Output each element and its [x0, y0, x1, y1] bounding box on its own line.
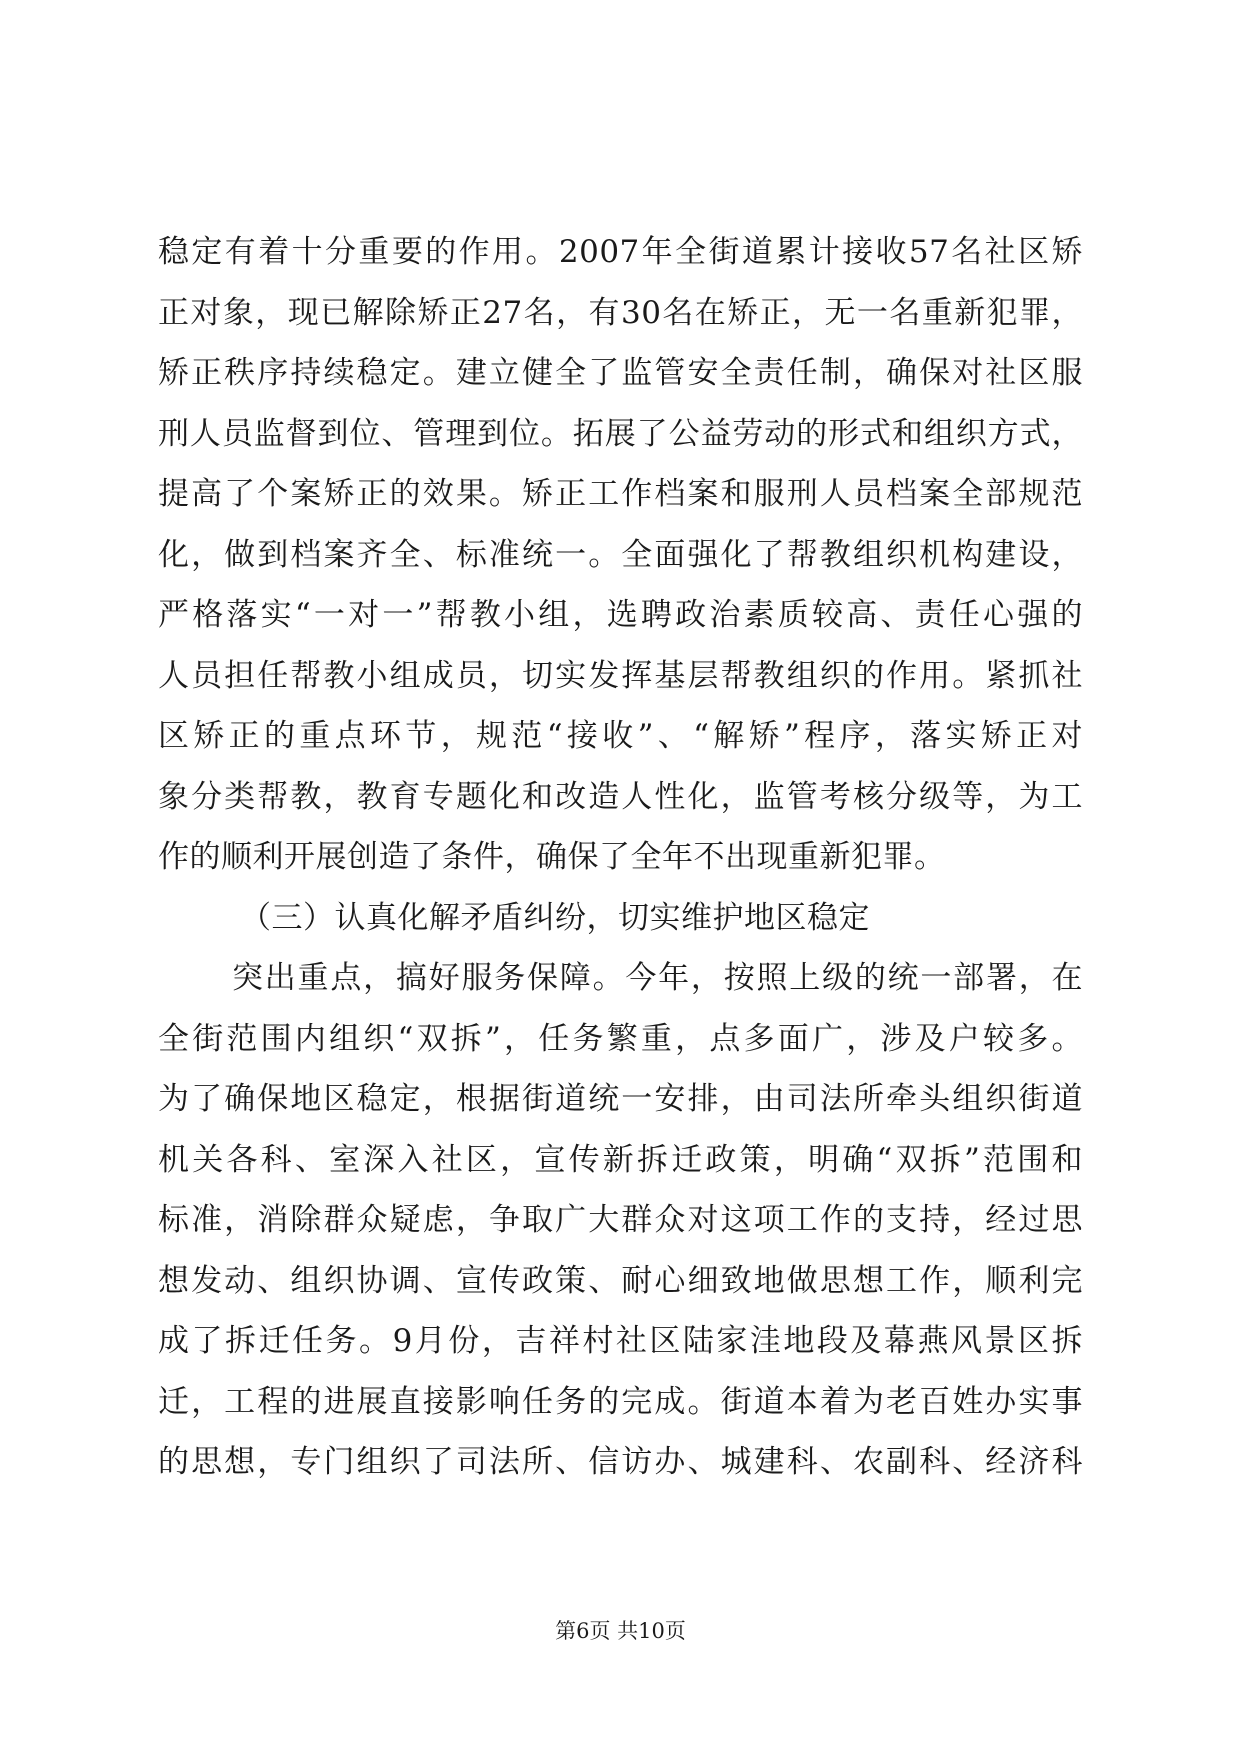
text-line: 突出重点，搞好服务保障。今年，按照上级的统一部署，在	[232, 960, 1083, 996]
text-line: 严格落实“一对一”帮教小组，选聘政治素质较高、责任心强的	[158, 597, 1083, 633]
text-line: 迁，工程的进展直接影响任务的完成。街道本着为老百姓办实事	[158, 1383, 1083, 1420]
text-line: 刑人员监督到位、管理到位。拓展了公益劳动的形式和组织方式，	[158, 415, 1083, 452]
paragraph-community-correction	[158, 222, 1083, 888]
text-line: 的思想，专门组织了司法所、信访办、城建科、农副科、经济科	[158, 1444, 1083, 1480]
text-line: 全街范围内组织“双拆”，任务繁重，点多面广，涉及户较多。	[158, 1020, 1083, 1057]
section-heading: （三）认真化解矛盾纠纷，切实维护地区稳定	[240, 899, 870, 936]
text-line: 化，做到档案齐全、标准统一。全面强化了帮教组织机构建设，	[158, 536, 1083, 573]
text-line: 稳定有着十分重要的作用。2007年全街道累计接收57名社区矫	[158, 234, 1083, 270]
paragraph-dispute-resolution	[158, 948, 1083, 1493]
text-line: 人员担任帮教小组成员，切实发挥基层帮教组织的作用。紧抓社	[158, 657, 1083, 694]
text-line: 提高了个案矫正的效果。矫正工作档案和服刑人员档案全部规范	[158, 476, 1083, 512]
text-line: 象分类帮教，教育专题化和改造人性化，监管考核分级等，为工	[158, 778, 1083, 815]
text-line: 为了确保地区稳定，根据街道统一安排，由司法所牵头组织街道	[158, 1081, 1083, 1117]
text-line: 作的顺利开展创造了条件，确保了全年不出现重新犯罪。	[158, 839, 946, 875]
text-line: 矫正秩序持续稳定。建立健全了监管安全责任制，确保对社区服	[158, 355, 1083, 391]
text-line: 区矫正的重点环节，规范“接收”、“解矫”程序，落实矫正对	[158, 718, 1083, 754]
text-line: 标准，消除群众疑虑，争取广大群众对这项工作的支持，经过思	[158, 1202, 1083, 1238]
document-body	[158, 222, 1083, 1493]
text-line: 成了拆迁任务。9月份，吉祥村社区陆家洼地段及幕燕风景区拆	[158, 1323, 1083, 1359]
page-number-footer: 第6页 共10页	[555, 1619, 686, 1643]
text-line: 想发动、组织协调、宣传政策、耐心细致地做思想工作，顺利完	[158, 1262, 1083, 1299]
text-line: 正对象，现已解除矫正27名，有30名在矫正，无一名重新犯罪，	[158, 294, 1083, 331]
text-line: 机关各科、室深入社区，宣传新拆迁政策，明确“双拆”范围和	[158, 1141, 1083, 1178]
